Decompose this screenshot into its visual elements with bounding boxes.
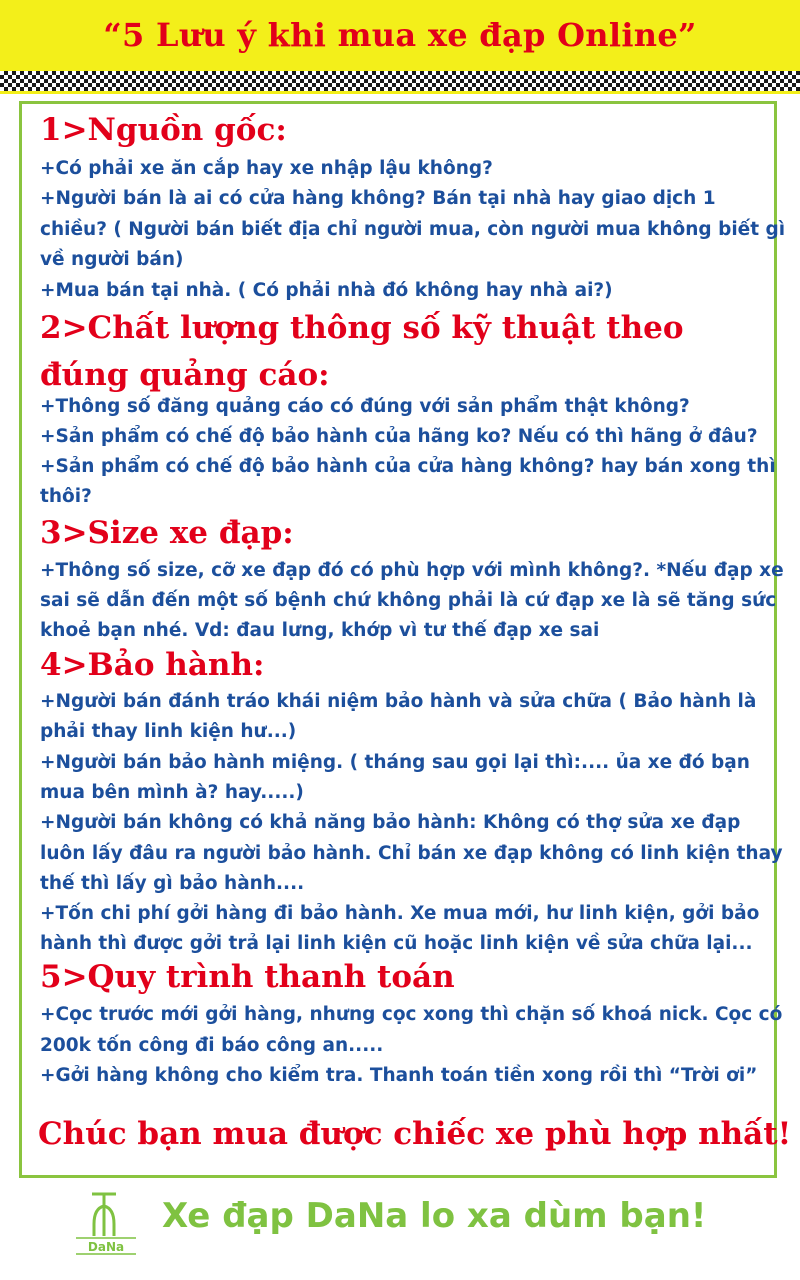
section-4-line: +Tốn chi phí gởi hàng đi bảo hành. Xe mua mới, hư linh kiện, gởi bảo — [40, 903, 760, 924]
section-5-line: 200k tốn công đi báo công an..... — [40, 1035, 384, 1056]
section-3-line: +Thông số size, cỡ xe đạp đó có phù hợp với mình không?. *Nếu đạp xe — [40, 560, 784, 581]
section-2-line: +Sản phẩm có chế độ bảo hành của hãng ko? Nếu có thì hãng ở đâu? — [40, 426, 758, 447]
section-1-line: +Người bán là ai có cửa hàng không? Bán tại nhà hay giao dịch 1 — [40, 188, 716, 209]
section-1-line: về người bán) — [40, 249, 184, 270]
section-3-line: sai sẽ dẫn đến một số bệnh chứ không phải là cứ đạp xe là sẽ tăng sức — [40, 590, 777, 611]
section-3-line: khoẻ bạn nhé. Vd: đau lưng, khớp vì tư thế đạp xe sai — [40, 620, 600, 641]
section-5-heading: 5>Quy trình thanh toán — [40, 959, 455, 995]
section-4-line: thế thì lấy gì bảo hành.... — [40, 873, 305, 894]
closing-message: Chúc bạn mua được chiếc xe phù hợp nhất! — [38, 1116, 792, 1152]
section-4-line: +Người bán đánh tráo khái niệm bảo hành và sửa chữa ( Bảo hành là — [40, 691, 757, 712]
slogan: Xe đạp DaNa lo xa dùm bạn! — [162, 1196, 707, 1236]
section-1-line: +Mua bán tại nhà. ( Có phải nhà đó không hay nhà ai?) — [40, 280, 613, 301]
section-2-line: +Sản phẩm có chế độ bảo hành của cửa hàng không? hay bán xong thì — [40, 456, 776, 477]
checkered-border — [0, 71, 800, 91]
section-5-line: +Cọc trước mới gởi hàng, nhưng cọc xong thì chặn số khoá nick. Cọc có — [40, 1004, 783, 1025]
section-4-line: luôn lấy đâu ra người bảo hành. Chỉ bán xe đạp không có linh kiện thay — [40, 843, 783, 864]
section-2-heading: 2>Chất lượng thông số kỹ thuật theo đúng quảng cáo: — [40, 310, 684, 393]
title-banner — [0, 0, 800, 94]
dana-logo — [70, 1186, 142, 1256]
section-4-line: +Người bán bảo hành miệng. ( tháng sau gọi lại thì:.... ủa xe đó bạn — [40, 752, 750, 773]
section-4-heading: 4>Bảo hành: — [40, 647, 265, 683]
section-4-line: +Người bán không có khả năng bảo hành: Không có thợ sửa xe đạp — [40, 812, 741, 833]
section-4-line: phải thay linh kiện hư...) — [40, 721, 297, 742]
section-4-line: mua bên mình à? hay.....) — [40, 782, 304, 803]
section-1-line: +Có phải xe ăn cắp hay xe nhập lậu không? — [40, 158, 493, 179]
section-5-line: +Gởi hàng không cho kiểm tra. Thanh toán tiền xong rồi thì “Trời ơi” — [40, 1065, 758, 1086]
section-2-line: +Thông số đăng quảng cáo có đúng với sản phẩm thật không? — [40, 396, 690, 417]
bicycle-logo-icon — [70, 1186, 142, 1256]
section-1-line: chiều? ( Người bán biết địa chỉ người mua, còn người mua không biết gì — [40, 219, 786, 240]
section-4-line: hành thì được gởi trả lại linh kiện cũ hoặc linh kiện về sửa chữa lại... — [40, 933, 753, 954]
logo-text: DaNa — [87, 1240, 125, 1254]
section-1-heading: 1>Nguồn gốc: — [40, 112, 287, 148]
page-title: “5 Lưu ý khi mua xe đạp Online” — [103, 16, 697, 54]
section-3-heading: 3>Size xe đạp: — [40, 515, 294, 551]
section-2-line: thôi? — [40, 486, 92, 507]
